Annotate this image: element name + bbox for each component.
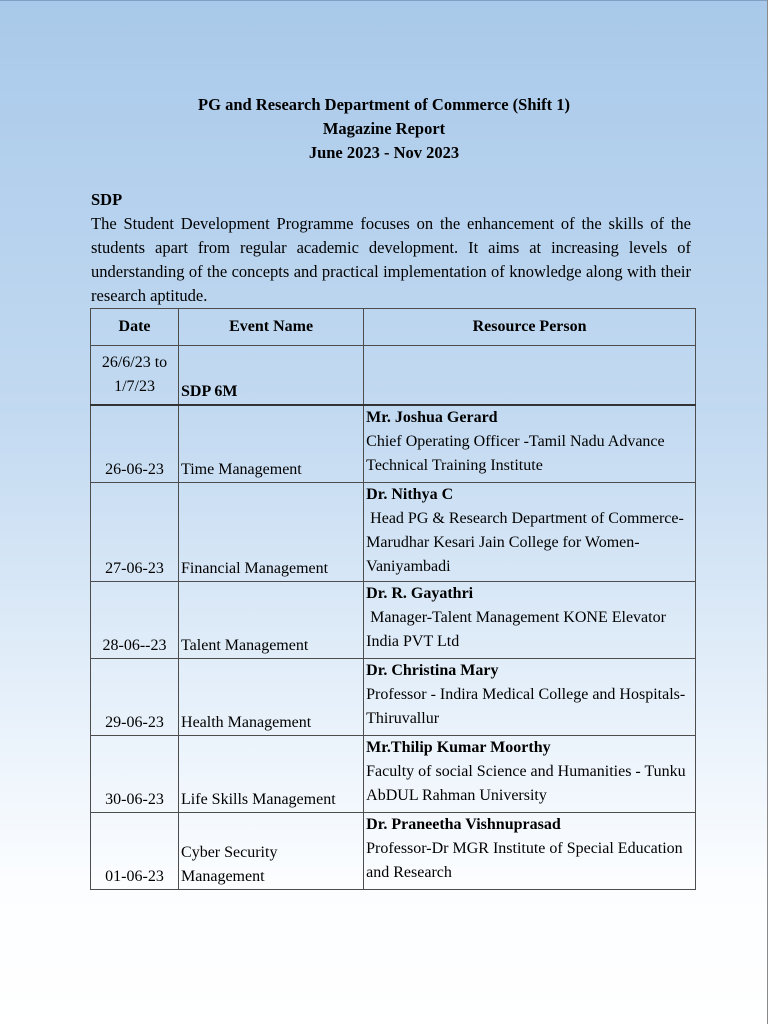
row-event: Cyber Security Management: [179, 813, 364, 890]
person-role: Professor - Indira Medical College and Hospitals-Thiruvallur: [366, 686, 686, 727]
person-role: Faculty of social Science and Humanities - Tunku AbDUL Rahman University: [366, 763, 686, 804]
table-row: [91, 582, 696, 659]
row-person: [364, 736, 696, 813]
table-row: [91, 813, 696, 890]
group-row: [91, 346, 696, 406]
report-header: [0, 93, 768, 165]
header-person: Resource Person: [364, 309, 696, 346]
row-person: [364, 659, 696, 736]
row-person: [364, 405, 696, 483]
events-table: [90, 308, 696, 890]
row-person: [364, 582, 696, 659]
table-row: [91, 405, 696, 483]
department-title: PG and Research Department of Commerce (Shift 1): [198, 95, 570, 114]
table-row: [91, 659, 696, 736]
group-date-start: 26/6/23 to: [101, 354, 168, 371]
person-name: Mr.Thilip Kumar Moorthy: [366, 739, 551, 756]
person-role: Manager-Talent Management KONE Elevator India PVT Ltd: [366, 609, 666, 650]
header-event: Event Name: [179, 309, 364, 346]
group-date: [91, 346, 179, 406]
person-role: Chief Operating Officer -Tamil Nadu Advance Technical Training Institute: [366, 433, 665, 474]
row-event: Life Skills Management: [179, 736, 364, 813]
report-title: Magazine Report: [322, 119, 446, 138]
row-date: 29-06-23: [91, 659, 179, 736]
row-event: Health Management: [179, 659, 364, 736]
row-date: 26-06-23: [91, 405, 179, 483]
group-person-empty: [364, 346, 696, 406]
row-event: Talent Management: [179, 582, 364, 659]
person-name: Dr. R. Gayathri: [366, 585, 474, 602]
table-row: [91, 483, 696, 582]
row-date: 27-06-23: [91, 483, 179, 582]
person-role: Professor-Dr MGR Institute of Special Education and Research: [366, 840, 683, 881]
row-event: Time Management: [179, 405, 364, 483]
person-role: Head PG & Research Department of Commerce-Marudhar Kesari Jain College for Women-Vaniyambadi: [366, 510, 684, 575]
group-name: SDP 6M: [179, 346, 364, 406]
row-date: 01-06-23: [91, 813, 179, 890]
row-date: 28-06--23: [91, 582, 179, 659]
row-person: [364, 483, 696, 582]
report-period: June 2023 - Nov 2023: [308, 143, 460, 162]
section-intro: The Student Development Programme focuses on the enhancement of the skills of the students apart from regular academic development. It aims at increasing levels of understanding of the concepts and practical implementation of knowledge along with their research aptitude.: [91, 214, 691, 305]
page-top-border: [0, 0, 768, 1]
person-name: Mr. Joshua Gerard: [366, 409, 498, 426]
row-date: 30-06-23: [91, 736, 179, 813]
section-title: SDP: [91, 190, 123, 209]
table-row: [91, 736, 696, 813]
row-person: [364, 813, 696, 890]
header-date: Date: [91, 309, 179, 346]
table-header-row: [91, 309, 696, 346]
person-name: Dr. Nithya C: [366, 486, 454, 503]
group-date-end: 1/7/23: [114, 378, 155, 395]
person-name: Dr. Praneetha Vishnuprasad: [366, 816, 561, 833]
row-event: Financial Management: [179, 483, 364, 582]
person-name: Dr. Christina Mary: [366, 662, 499, 679]
